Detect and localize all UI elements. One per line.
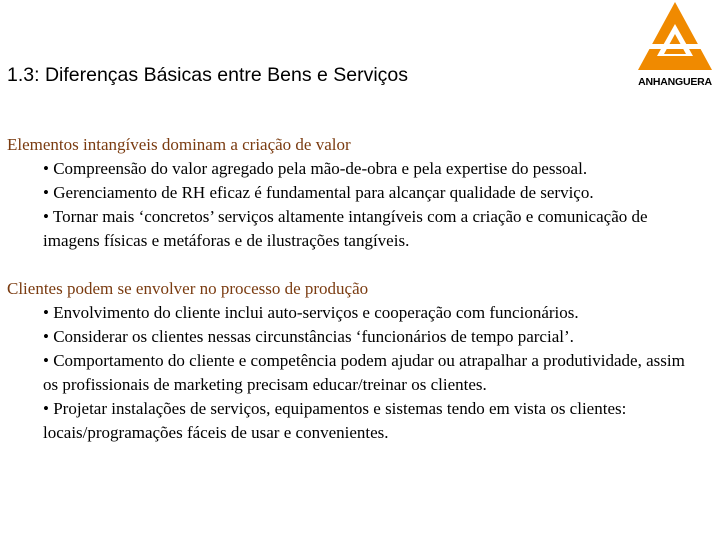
bullet-item: • Considerar os clientes nessas circunstâncias ‘funcionários de tempo parcial’.	[43, 327, 574, 346]
triangle-logo-icon	[630, 0, 720, 76]
section-heading: Clientes podem se envolver no processo de produção	[7, 279, 369, 298]
bullet-list	[7, 157, 707, 253]
bullet-list	[7, 301, 707, 445]
section-customer-involvement	[7, 277, 707, 445]
section-intangible-elements	[7, 133, 707, 253]
bullet-item: • Gerenciamento de RH eficaz é fundamental para alcançar qualidade de serviço.	[43, 183, 594, 202]
logo-wordmark: ANHANGUERA	[638, 76, 712, 88]
bullet-item: • Comportamento do cliente e competência podem ajudar ou atrapalhar a produtividade, assim os profissionais de marketing precisam educar/treinar os clientes.	[43, 351, 685, 394]
slide-title: 1.3: Diferenças Básicas entre Bens e Serviços	[7, 64, 409, 86]
anhanguera-logo	[630, 0, 720, 92]
section-heading: Elementos intangíveis dominam a criação de valor	[7, 135, 351, 154]
bullet-item: • Projetar instalações de serviços, equipamentos e sistemas tendo em vista os clientes: locais/programações fáceis de usar e convenientes.	[43, 399, 627, 442]
title-divider	[0, 107, 720, 108]
bullet-item: • Tornar mais ‘concretos’ serviços altamente intangíveis com a criação e comunicação de imagens físicas e metáforas e de ilustrações tangíveis.	[43, 207, 648, 250]
bullet-item: • Envolvimento do cliente inclui auto-serviços e cooperação com funcionários.	[43, 303, 579, 322]
bullet-item: • Compreensão do valor agregado pela mão-de-obra e pela expertise do pessoal.	[43, 159, 588, 178]
